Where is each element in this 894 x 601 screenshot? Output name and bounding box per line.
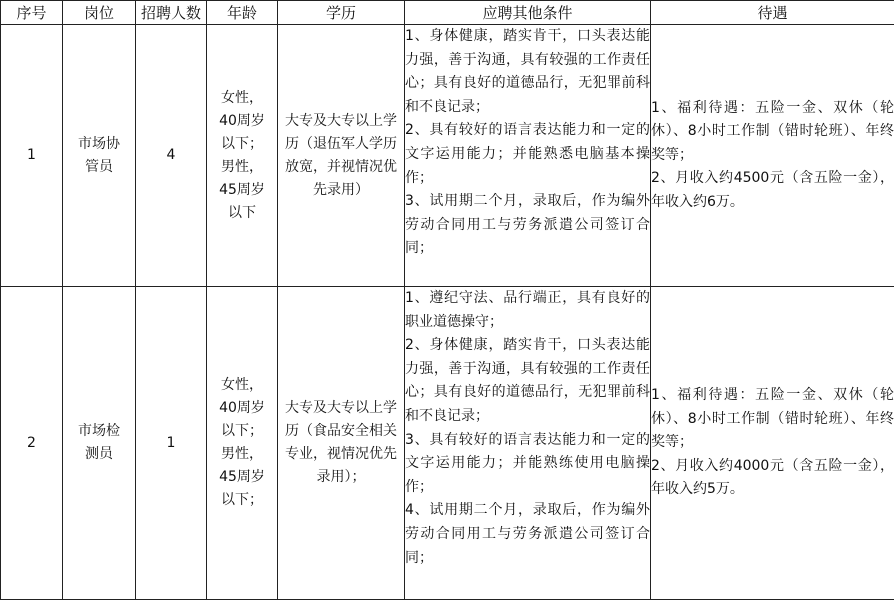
- header-position: 岗位: [63, 1, 136, 25]
- row-count: 1: [136, 287, 207, 600]
- row-age: 女性，40周岁以下；男性，45周岁以下；: [207, 287, 278, 600]
- header-age: 年龄: [207, 1, 278, 25]
- row-conditions: [405, 25, 651, 287]
- condition-item: 2、具有较好的语言表达能力和一定的文字运用能力；并能熟悉电脑基本操作；: [405, 122, 650, 186]
- header-row: [1, 1, 894, 25]
- benefit-item: 1、福利待遇：五险一金、双休（轮休）、8小时工作制（错时轮班）、年终奖等；: [651, 99, 894, 163]
- benefit-item: 2、月收入约4000元（含五险一金），年收入约5万。: [651, 457, 894, 498]
- row-no: 1: [1, 25, 63, 287]
- condition-item: 3、具有较好的语言表达能力和一定的文字运用能力；并能熟练使用电脑操作；: [405, 431, 650, 495]
- table-row: [1, 25, 894, 287]
- table-row: [1, 287, 894, 600]
- header-count: 招聘人数: [136, 1, 207, 25]
- condition-item: 1、遵纪守法、品行端正，具有良好的职业道德操守；: [405, 290, 650, 330]
- header-conditions: 应聘其他条件: [405, 1, 651, 25]
- row-no: 2: [1, 287, 63, 600]
- header-education: 学历: [278, 1, 405, 25]
- row-conditions: [405, 287, 651, 600]
- row-benefits: [651, 287, 894, 600]
- condition-item: 1、身体健康，踏实肯干，口头表达能力强，善于沟通，具有较强的工作责任心；具有良好的道德品行，无犯罪前科和不良记录；: [405, 28, 650, 115]
- row-position: 市场协管员: [63, 25, 136, 287]
- row-benefits: [651, 25, 894, 287]
- row-count: 4: [136, 25, 207, 287]
- row-education: 大专及大专以上学历（食品安全相关专业，视情况优先录用）；: [278, 287, 405, 600]
- condition-item: 4、试用期二个月，录取后，作为编外劳动合同用工与劳务派遣公司签订合同；: [405, 502, 650, 566]
- benefit-item: 2、月收入约4500元（含五险一金），年收入约6万。: [651, 170, 894, 210]
- row-education: 大专及大专以上学历（退伍军人学历放宽，并视情况优先录用）: [278, 25, 405, 287]
- condition-item: 2、身体健康，踏实肯干，口头表达能力强，善于沟通，具有较强的工作责任心；具有良好的道德品行，无犯罪前科和不良记录；: [405, 337, 650, 424]
- header-no: 序号: [1, 1, 63, 25]
- benefit-item: 1、福利待遇：五险一金、双休（轮休）、8小时工作制（错时轮班）、年终奖等；: [651, 387, 894, 451]
- condition-item: 3、试用期二个月，录取后，作为编外劳动合同用工与劳务派遣公司签订合同；: [405, 193, 650, 257]
- row-age: 女性，40周岁以下；男性，45周岁以下: [207, 25, 278, 287]
- row-position: 市场检测员: [63, 287, 136, 600]
- header-benefits: 待遇: [651, 1, 894, 25]
